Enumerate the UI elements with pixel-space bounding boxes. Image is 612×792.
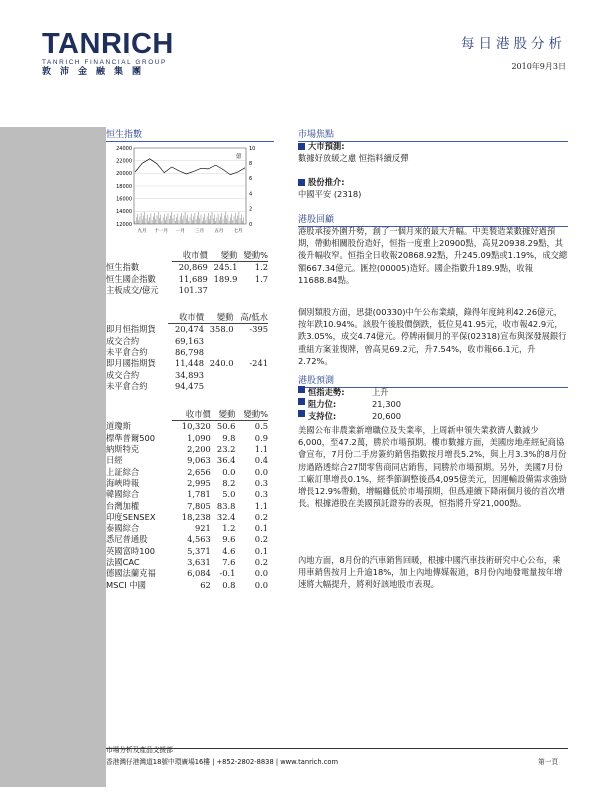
row-name: 泰國綜合 <box>106 523 140 534</box>
cell-chg: 32.4 <box>216 511 236 522</box>
row-name: 未平倉合約 <box>106 347 148 358</box>
report-title: 每日港股分析 <box>461 36 566 52</box>
bullet-square-icon <box>298 398 305 405</box>
table-row <box>106 336 268 347</box>
cell-chg: 240.0 <box>209 358 234 369</box>
logo-wordmark: TANRICH <box>42 28 174 60</box>
table-row <box>106 324 268 336</box>
company-logo <box>42 30 192 80</box>
cell-chg: 1.2 <box>222 523 236 534</box>
table-row <box>106 274 268 285</box>
cell-chg: 358.0 <box>209 324 234 335</box>
footer-page-number: 第一頁 <box>538 758 559 766</box>
cell-close: 10,320 <box>181 421 211 432</box>
outlook-level-label: 阻力位: <box>308 399 337 410</box>
cell-prem <box>234 336 268 347</box>
cell-pct: 1.1 <box>254 444 268 455</box>
table-row <box>106 489 268 500</box>
cell-prem: -395 <box>249 324 268 335</box>
outlook-levels <box>298 386 568 423</box>
cell-pct: 0.0 <box>254 466 268 477</box>
table-row <box>106 444 268 455</box>
cell-chg: 9.8 <box>222 432 236 443</box>
cell-close: 7,805 <box>187 500 211 511</box>
row-name: 印度SENSEX <box>106 511 156 522</box>
index-table-wrap <box>106 250 268 296</box>
cell-chg <box>208 285 238 296</box>
cell-chg: 7.6 <box>222 557 236 567</box>
stock-pick-label: 股份推介: <box>308 177 345 187</box>
forecast-label: 大市預測: <box>308 141 345 151</box>
stock-pick-text: 中國平安 (2318) <box>298 189 362 200</box>
row-name: 道瓊斯 <box>106 421 131 432</box>
stock-pick-block <box>298 176 568 200</box>
table-row <box>106 534 268 545</box>
cell-close: 4,563 <box>187 534 211 545</box>
cell-chg <box>204 369 234 380</box>
cell-close: 86,798 <box>174 347 204 358</box>
bullet-square-icon <box>298 143 305 150</box>
cell-pct: 0.2 <box>254 534 268 545</box>
chart-left-tick: 12000 <box>116 221 132 228</box>
cell-chg <box>204 336 234 347</box>
cell-close: 18,238 <box>181 511 211 522</box>
row-name: 恒生指數 <box>106 262 140 273</box>
outlook-level-label: 恒指走勢: <box>308 387 345 397</box>
cell-chg: 8.2 <box>222 477 236 488</box>
footer-address: 香港灣仔港灣道18號中環廣場16樓 | +852-2802-8838 | www.tanrich.com <box>106 758 339 766</box>
futures-table-wrap <box>106 312 268 392</box>
row-name: 海峽時報 <box>106 477 140 488</box>
cell-close: 9,063 <box>187 455 211 466</box>
cell-close: 20,869 <box>178 262 208 273</box>
cell-prem <box>234 381 268 392</box>
cell-pct: 0.3 <box>254 477 268 488</box>
cell-close: 1,090 <box>187 432 211 443</box>
cell-pct: 0.3 <box>254 489 268 500</box>
chart-right-tick: 4 <box>249 191 253 198</box>
cell-close: 1,781 <box>187 489 211 500</box>
cell-chg: 4.6 <box>222 545 236 556</box>
hsi-section-title: 恒生指數 <box>106 127 274 142</box>
chart-right-tick: 10 <box>249 145 256 152</box>
outlook-level-value: 上升 <box>372 387 389 397</box>
row-name: 英國富時100 <box>106 545 156 556</box>
table-row <box>106 381 268 392</box>
chart-left-axis <box>116 146 132 228</box>
cell-pct: 1.7 <box>254 273 268 284</box>
review-paragraph-1: 港股承接外圍升勢，創了一個月來的最大升幅。中美製造業數據好過預期，帶動相關股份造好，恒指一度重上20900點，高見20938.29點，其後升幅收窄。恒指全日收報20868.92點，升245.09點或1.19%，成交總額667.34億元。匯控(00005)造好。國企指數升189.9點，收報11688.84點。 <box>298 226 568 285</box>
report-date: 2010年9月3日 <box>511 62 566 71</box>
hsi-price-line <box>135 159 245 175</box>
cell-close: 20,474 <box>174 324 204 335</box>
cell-pct: 0.0 <box>254 579 268 590</box>
cell-chg: 23.2 <box>216 444 236 455</box>
row-name: 未平倉合約 <box>106 380 148 391</box>
cell-pct: 0.1 <box>254 545 268 556</box>
row-name: 納斯特克 <box>106 444 140 455</box>
outlook-paragraph-1: 美國公布非農業新增職位及失業率，上周新申領失業救濟人數減少6,000，至47.2萬，勝於市場預期。樓市數據方面，美國房地產經紀商協會宣布，7月份二手房簽約銷售指數按月增長5.2%，與上月3.3%的8月份房過路透綜合27間零售商同店銷售，同勝於市場預期。另外，美國7月份工廠訂單增長0.1%，經季節調整後爲4,095億美元，因運輸設備需求強勁增長12.9%帶動，增幅雖低於市場預期，但爲連續下降兩個月後的首次增長。根據港股在美國預託證券的表現，恒指將升穿21,000點。 <box>298 425 567 509</box>
side-band-watermark <box>0 127 106 787</box>
table-row <box>106 455 268 466</box>
world-table <box>106 409 268 591</box>
header-pct: 變動% <box>235 409 268 421</box>
outlook-title: 港股預測 <box>298 373 568 388</box>
cell-close: 2,995 <box>187 477 211 488</box>
row-name: 悉尼普通股 <box>106 534 148 545</box>
row-name: 上証綜合 <box>106 466 140 477</box>
header-close: 收市價 <box>172 409 211 421</box>
cell-chg <box>204 347 234 358</box>
market-focus-title: 市場焦點 <box>298 127 568 142</box>
cell-chg: -0.1 <box>219 568 236 579</box>
cell-close: 11,448 <box>174 358 204 369</box>
chart-x-tick: 一月 <box>175 229 186 234</box>
row-name: 標準普爾500 <box>106 432 156 443</box>
index-table <box>106 250 268 296</box>
table-row <box>106 347 268 358</box>
chart-volume-bars <box>135 212 244 224</box>
table-row <box>106 466 268 477</box>
row-name: 德國法蘭克福 <box>106 568 156 579</box>
row-name: 成交合約 <box>106 335 140 346</box>
logo-chinese-subtitle: 敦沛金融集團 <box>42 67 151 77</box>
table-row <box>106 568 268 579</box>
cell-chg: 0.8 <box>222 579 236 590</box>
chart-left-tick: 22000 <box>116 158 132 165</box>
cell-close: 101.37 <box>178 285 208 296</box>
chart-series-label: 億 <box>236 154 242 160</box>
row-name: 法國CAC <box>106 557 140 567</box>
chart-right-tick: 2 <box>249 206 253 213</box>
cell-chg: 5.0 <box>222 489 236 500</box>
chart-right-tick: 6 <box>249 176 253 183</box>
outlook-level-value: 21,300 <box>372 399 402 410</box>
footer-divider <box>106 748 568 749</box>
cell-chg: 83.8 <box>216 500 236 511</box>
chart-x-axis <box>137 227 242 234</box>
chart-left-tick: 24000 <box>116 145 132 152</box>
bullet-square-icon <box>298 386 305 393</box>
footer-department: 市場分析及產品支援部 <box>106 746 173 754</box>
chart-right-tick: 0 <box>249 221 253 228</box>
table-row <box>106 285 268 296</box>
table-row <box>106 557 268 568</box>
table-row <box>106 358 268 369</box>
cell-chg: 36.4 <box>216 455 236 466</box>
chart-right-axis <box>249 146 255 228</box>
cell-pct: 0.0 <box>254 568 268 579</box>
cell-pct: 0.2 <box>254 511 268 522</box>
header-change: 變動 <box>204 312 234 324</box>
row-name: MSCI 中國 <box>106 579 146 590</box>
row-name: 台灣加權 <box>106 500 140 511</box>
chart-x-tick: 九月 <box>137 229 147 234</box>
header-change: 變動 <box>208 250 238 262</box>
cell-close: 2,200 <box>187 444 211 455</box>
cell-close: 3,631 <box>187 557 211 567</box>
outlook-level-label: 支持位: <box>308 411 337 422</box>
cell-prem <box>234 369 268 380</box>
header-close: 收市價 <box>172 250 208 262</box>
chart-left-tick: 20000 <box>116 171 132 178</box>
outlook-paragraph-2: 內地方面，8月份的汽車銷售回暖，根據中國汽車技術研究中心公布，乘用車銷售按月上升逾18%，加上內地傳媒報道，8月份內地發電量按年增速將大幅提升，將利好該地股市表現。 <box>298 555 563 590</box>
cell-close: 94,475 <box>174 380 204 391</box>
cell-chg: 9.6 <box>222 534 236 545</box>
cell-pct: 0.2 <box>254 557 268 567</box>
chart-x-tick: 十一月 <box>154 229 169 234</box>
chart-left-tick: 16000 <box>116 196 132 203</box>
table-row <box>106 421 268 433</box>
cell-close: 11,689 <box>178 273 208 284</box>
hsi-chart <box>106 140 274 238</box>
cell-chg: 50.6 <box>216 421 236 432</box>
cell-close: 62 <box>200 579 211 590</box>
review-title: 港股回顧 <box>298 212 568 227</box>
chart-x-tick: 五月 <box>214 229 224 234</box>
outlook-level-row <box>298 410 568 422</box>
cell-pct: 0.1 <box>254 523 268 534</box>
header-change: 變動 <box>211 409 236 421</box>
cell-close: 69,163 <box>174 335 204 346</box>
chart-x-tick: 三月 <box>194 229 205 234</box>
table-row <box>106 523 268 534</box>
chart-left-tick: 14000 <box>116 209 132 216</box>
cell-pct: 0.4 <box>254 455 268 466</box>
chart-right-tick: 8 <box>249 161 253 167</box>
table-row <box>106 478 268 489</box>
table-row <box>106 500 268 511</box>
row-name: 恒生國企指數 <box>106 273 156 284</box>
bullet-square-icon <box>298 410 305 417</box>
bullet-square-icon <box>298 179 305 186</box>
row-name: 即月國指期貨 <box>106 358 156 369</box>
table-row <box>106 512 268 523</box>
row-name: 成交合約 <box>106 369 140 380</box>
logo-english-subtitle: TANRICH FINANCIAL GROUP <box>42 59 167 66</box>
header-pct: 變動% <box>237 250 268 262</box>
row-name: 日經 <box>106 455 123 466</box>
cell-close: 5,371 <box>187 545 211 556</box>
cell-pct: 1.2 <box>254 262 268 273</box>
outlook-level-row <box>298 398 568 410</box>
row-name: 主板成交/億元 <box>106 285 159 296</box>
world-table-wrap <box>106 409 268 591</box>
table-row <box>106 433 268 444</box>
table-row <box>106 262 268 274</box>
review-paragraph-2: 個別類股方面，思捷(00330)中午公布業績，錄得年度純利42.26億元，按年跌10.94%。該股午後股價倒跌，低位見41.95元，收市報42.9元，跌3.05%，成交4.74億元。停牌兩個月的平保(02318)宣布與深發展銀行重組方案並復牌，曾高見69.2元，升7.54%，收市報66.1元，升2.72%。 <box>298 307 567 366</box>
cell-close: 34,893 <box>174 369 204 380</box>
cell-pct: 1.1 <box>254 500 268 511</box>
header-premium: 高/低水 <box>234 312 268 324</box>
row-name: 即月恒指期貨 <box>106 324 156 335</box>
chart-x-tick: 七月 <box>233 229 243 234</box>
row-name: 韓國綜合 <box>106 489 140 500</box>
table-row <box>106 546 268 557</box>
cell-chg: 245.1 <box>213 262 238 273</box>
futures-table <box>106 312 268 392</box>
header-close: 收市價 <box>168 312 204 324</box>
cell-close: 6,084 <box>187 568 211 579</box>
cell-chg <box>204 381 234 392</box>
market-forecast-block <box>298 140 568 164</box>
table-row <box>106 369 268 380</box>
cell-close: 921 <box>194 523 211 534</box>
cell-chg: 0.0 <box>222 466 236 477</box>
cell-pct: 0.9 <box>254 432 268 443</box>
outlook-level-row <box>298 386 568 398</box>
outlook-level-value: 20,600 <box>372 411 402 422</box>
chart-left-tick: 18000 <box>116 183 132 190</box>
cell-prem <box>234 347 268 358</box>
forecast-text: 數據好放緩之慮 恒指料續反彈 <box>298 153 409 164</box>
cell-close: 2,656 <box>187 466 211 477</box>
cell-pct: 0.5 <box>254 421 268 432</box>
cell-pct <box>237 285 268 296</box>
cell-prem: -241 <box>249 358 268 369</box>
cell-chg: 189.9 <box>213 273 238 284</box>
table-row <box>106 579 268 590</box>
